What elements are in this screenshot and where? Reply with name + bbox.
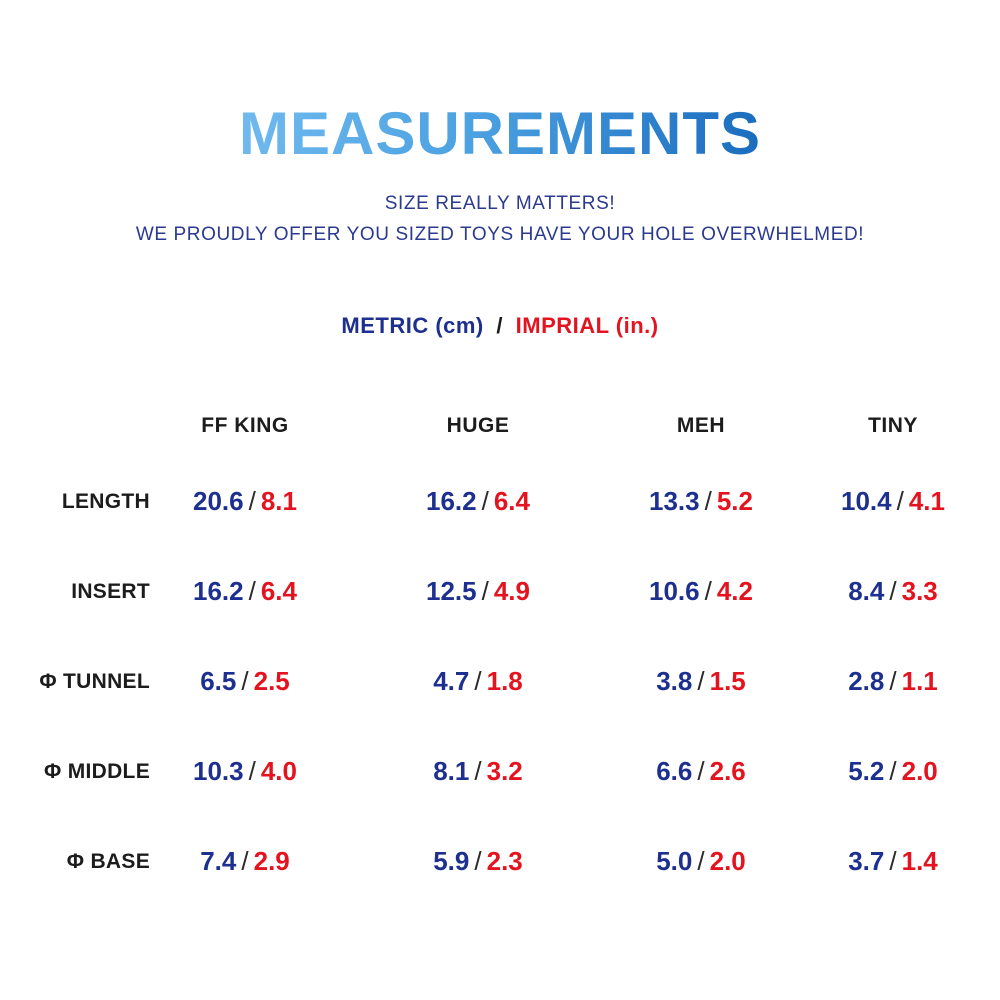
imperial-value: 2.3: [486, 846, 523, 877]
imperial-value: 2.0: [709, 846, 746, 877]
value-cell: [340, 756, 616, 787]
imperial-units-label: IMPRIAL (in.): [515, 312, 659, 338]
imperial-value: 2.6: [709, 756, 746, 787]
value-cell: [340, 576, 616, 607]
metric-value: 3.7: [848, 846, 885, 877]
imperial-value: 6.4: [493, 486, 530, 517]
column-header-meh: MEH: [676, 413, 726, 437]
imperial-value: 2.9: [253, 846, 290, 877]
imperial-value: 8.1: [260, 486, 297, 517]
value-separator: /: [704, 576, 712, 607]
value-separator: /: [248, 756, 256, 787]
value-separator: /: [481, 486, 489, 517]
metric-value: 16.2: [193, 576, 244, 607]
value-separator: /: [889, 756, 897, 787]
imperial-value: 1.5: [709, 666, 746, 697]
imperial-value: 6.4: [260, 576, 297, 607]
value-cell: [340, 486, 616, 517]
metric-value: 5.9: [433, 846, 470, 877]
column-header-huge: HUGE: [446, 413, 510, 437]
table-row-base-diameter: [0, 817, 1000, 907]
value-cell: [616, 576, 786, 607]
value-separator: /: [241, 666, 249, 697]
value-cell: [616, 756, 786, 787]
value-cell: [340, 846, 616, 877]
value-separator: /: [474, 756, 482, 787]
value-cell: [616, 486, 786, 517]
metric-value: 10.3: [193, 756, 244, 787]
row-label: Φ BASE: [66, 849, 150, 873]
imperial-value: 4.2: [716, 576, 753, 607]
metric-value: 16.2: [426, 486, 477, 517]
measurements-table: [0, 395, 1000, 907]
value-cell: [786, 666, 1000, 697]
value-separator: /: [889, 846, 897, 877]
metric-value: 6.6: [656, 756, 693, 787]
metric-value: 10.4: [841, 486, 892, 517]
value-separator: /: [474, 666, 482, 697]
table-row-middle-diameter: [0, 727, 1000, 817]
value-cell: [786, 846, 1000, 877]
imperial-value: 1.8: [486, 666, 523, 697]
value-cell: [150, 486, 340, 517]
metric-value: 10.6: [649, 576, 700, 607]
value-cell: [340, 666, 616, 697]
metric-value: 20.6: [193, 486, 244, 517]
page-title: MEASUREMENTS: [238, 100, 762, 167]
value-cell: [616, 846, 786, 877]
value-cell: [150, 846, 340, 877]
row-label: INSERT: [71, 579, 150, 603]
value-cell: [786, 756, 1000, 787]
value-separator: /: [697, 756, 705, 787]
value-separator: /: [704, 486, 712, 517]
value-cell: [150, 576, 340, 607]
imperial-value: 5.2: [716, 486, 753, 517]
table-row-length: [0, 457, 1000, 547]
imperial-value: 1.1: [901, 666, 938, 697]
value-separator: /: [241, 846, 249, 877]
metric-value: 12.5: [426, 576, 477, 607]
imperial-value: 4.0: [260, 756, 297, 787]
metric-value: 5.0: [656, 846, 693, 877]
metric-value: 8.1: [433, 756, 470, 787]
subtitle-line-2: WE PROUDLY OFFER YOU SIZED TOYS HAVE YOUR HOLE OVERWHELMED!: [135, 224, 865, 246]
subtitle: [0, 188, 1000, 251]
imperial-value: 1.4: [901, 846, 938, 877]
table-header-row: [0, 395, 1000, 457]
value-cell: [150, 756, 340, 787]
imperial-value: 4.1: [908, 486, 945, 517]
legend-separator: /: [496, 312, 504, 338]
metric-units-label: METRIC (cm): [341, 312, 484, 338]
metric-value: 4.7: [433, 666, 470, 697]
table-row-insert: [0, 547, 1000, 637]
value-separator: /: [248, 576, 256, 607]
metric-value: 8.4: [848, 576, 885, 607]
metric-value: 7.4: [200, 846, 237, 877]
units-legend: [0, 313, 1000, 339]
value-separator: /: [889, 666, 897, 697]
metric-value: 13.3: [649, 486, 700, 517]
column-header-tiny: TINY: [868, 413, 918, 437]
column-header-ff-king: FF KING: [201, 413, 289, 437]
value-separator: /: [697, 666, 705, 697]
metric-value: 6.5: [200, 666, 237, 697]
value-cell: [786, 486, 1000, 517]
value-cell: [150, 666, 340, 697]
row-label: LENGTH: [61, 489, 150, 513]
row-label: Φ MIDDLE: [44, 759, 150, 783]
table-row-tunnel-diameter: [0, 637, 1000, 727]
metric-value: 5.2: [848, 756, 885, 787]
imperial-value: 3.2: [486, 756, 523, 787]
metric-value: 2.8: [848, 666, 885, 697]
imperial-value: 2.0: [901, 756, 938, 787]
imperial-value: 2.5: [253, 666, 290, 697]
value-separator: /: [481, 576, 489, 607]
metric-value: 3.8: [656, 666, 693, 697]
value-separator: /: [248, 486, 256, 517]
value-cell: [786, 576, 1000, 607]
imperial-value: 3.3: [901, 576, 938, 607]
value-separator: /: [889, 576, 897, 607]
value-separator: /: [474, 846, 482, 877]
value-separator: /: [896, 486, 904, 517]
value-separator: /: [697, 846, 705, 877]
value-cell: [616, 666, 786, 697]
subtitle-line-1: SIZE REALLY MATTERS!: [384, 193, 616, 214]
imperial-value: 4.9: [493, 576, 530, 607]
row-label: Φ TUNNEL: [39, 669, 150, 693]
